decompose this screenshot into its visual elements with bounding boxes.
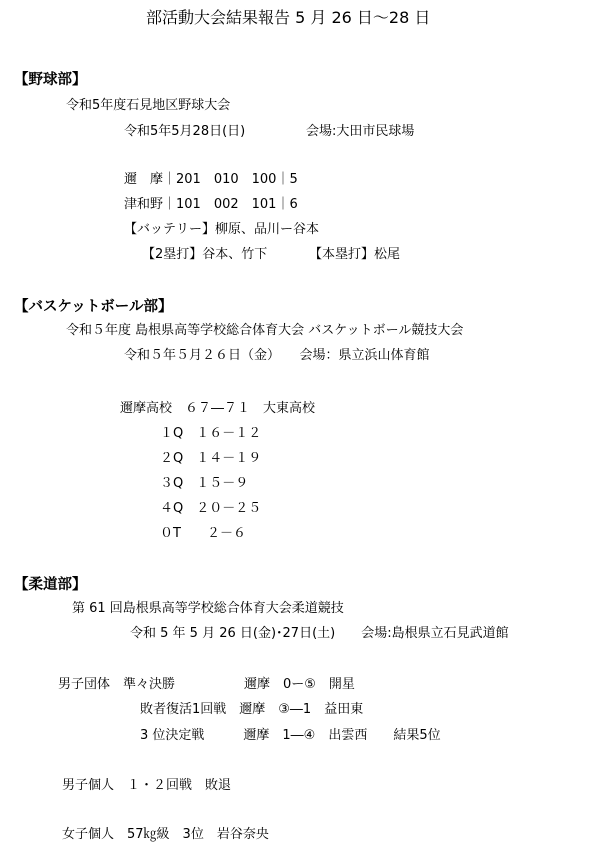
baseball-tournament: 令和5年度石見地区野球大会 — [66, 98, 231, 113]
judo-tournament: 第 61 回島根県高等学校総合体育大会柔道競技 — [72, 601, 344, 616]
baseball-homerun: 【本塁打】松尾 — [309, 247, 401, 262]
judo-team-third-place: 3 位決定戦 邇摩 1―④ 出雲西 結果5位 — [140, 728, 441, 743]
baseball-battery: 【バッテリー】柳原、品川ー谷本 — [124, 222, 320, 237]
basketball-quarter-2: ２Q １４－１９ — [160, 451, 262, 466]
judo-individual-women: 女子個人 57㎏級 3位 岩谷奈央 — [62, 827, 269, 842]
judo-team-label: 男子団体 準々決勝 — [58, 677, 176, 692]
judo-heading: 【柔道部】 — [14, 577, 87, 593]
basketball-quarter-4: ４Q ２０－２５ — [160, 501, 262, 516]
baseball-score-row-1: 邇 摩｜201 010 100｜5 — [124, 172, 298, 187]
baseball-heading: 【野球部】 — [14, 72, 87, 88]
baseball-doubles: 【2塁打】谷本、竹下 — [142, 247, 268, 262]
basketball-tournament: 令和５年度 島根県高等学校総合体育大会 バスケットボール競技大会 — [66, 323, 464, 338]
basketball-overtime: ０T ２－６ — [160, 526, 246, 541]
judo-team-quarterfinal: 邇摩 0ー⑤ 開星 — [244, 677, 355, 692]
judo-team-repechage: 敗者復活1回戦 邇摩 ③―1 益田東 — [140, 702, 364, 717]
basketball-quarter-1: １Q １６－１２ — [160, 426, 262, 441]
basketball-date-venue: 令和５年５月２６日（金） 会場：県立浜山体育館 — [124, 348, 430, 363]
basketball-quarter-3: ３Q １５－９ — [160, 476, 249, 491]
judo-individual-men: 男子個人 １・２回戦 敗退 — [62, 778, 232, 793]
baseball-venue: 会場:大田市民球場 — [306, 124, 415, 139]
basketball-result: 邇摩高校 ６７―７１ 大東高校 — [120, 401, 316, 416]
baseball-score-row-2: 津和野｜101 002 101｜6 — [124, 197, 298, 212]
baseball-date: 令和5年5月28日(日) — [124, 124, 246, 139]
judo-date-venue: 令和 5 年 5 月 26 日(金)･27日(土) 会場:島根県立石見武道館 — [130, 626, 509, 641]
report-title: 部活動大会結果報告 5 月 26 日～28 日 — [146, 8, 431, 27]
basketball-heading: 【バスケットボール部】 — [14, 299, 173, 315]
